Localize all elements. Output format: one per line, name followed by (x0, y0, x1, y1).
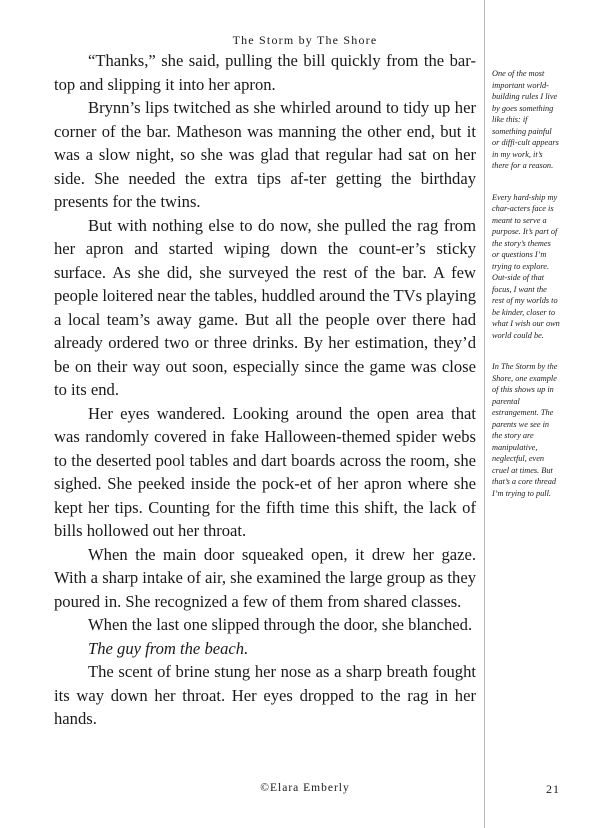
paragraph: But with nothing else to do now, she pulled the rag from her apron and started wiping down the count-er’s sticky surface. As she did, she surveyed the rest of the bar. A few people loitered near the tables, huddled around the TVs playing a local team’s away game. But all the people over there had already ordered two or three drinks. By her estimation, they’d be on their way out soon, especially since the game was close to its end. (54, 215, 476, 399)
paragraph: When the main door squeaked open, it drew her gaze. With a sharp intake of air, she examined the large group as they poured in. She recognized a few of them from shared classes. (54, 544, 476, 611)
running-header: The Storm by The Shore (232, 33, 378, 47)
paragraph: Brynn’s lips twitched as she whirled around to tidy up her corner of the bar. Matheson was manning the other end, but it was a slow night, so she was glad that regular had sat on her side. She needed the extra tips af-ter getting the birthday presents for the twins. (54, 98, 476, 211)
paragraph: The scent of brine stung her nose as a sharp breath fought its way down her throat. Her eyes dropped to the rag in her hands. (54, 662, 476, 728)
margin-divider (484, 0, 485, 828)
main-text-column (54, 49, 476, 731)
italic-paragraph: The guy from the beach. (88, 638, 249, 658)
page-number: 21 (546, 782, 560, 796)
paragraph: When the last one slipped through the door, she blanched. (88, 615, 473, 634)
margin-notes-column (492, 68, 560, 519)
margin-note: Every hard-ship my char-acters face is meant to serve a purpose. It’s part of the story’s themes or questions I’m trying to explore. Out-side of that focus, I want the rest of my worlds to be kinder, closer to what I wish our own world could be. (492, 192, 560, 340)
paragraph: Her eyes wandered. Looking around the open area that was randomly covered in fake Halloween-themed spider webs to the deserted pool tables and dart boards across the room, she sighed. She peeked inside the pock-et of her apron where she kept her tips. Counting for the fifth time this shift, the lack of bills hollowed out her throat. (54, 403, 476, 540)
copyright-footer: ©Elara Emberly (260, 782, 350, 794)
margin-note: In The Storm by the Shore, one example of this shows up in parental estrangement. The parents we see in the story are manipulative, neglectful, even cruel at times. But that’s a core thread I’m trying to pull. (492, 362, 558, 498)
margin-note: One of the most important world-building rules I live by goes something like this: if something painful or diffi-cult appears in my work, it’s there for a reason. (492, 69, 559, 170)
paragraph: “Thanks,” she said, pulling the bill quickly from the bar-top and slipping it into her apron. (54, 51, 476, 94)
